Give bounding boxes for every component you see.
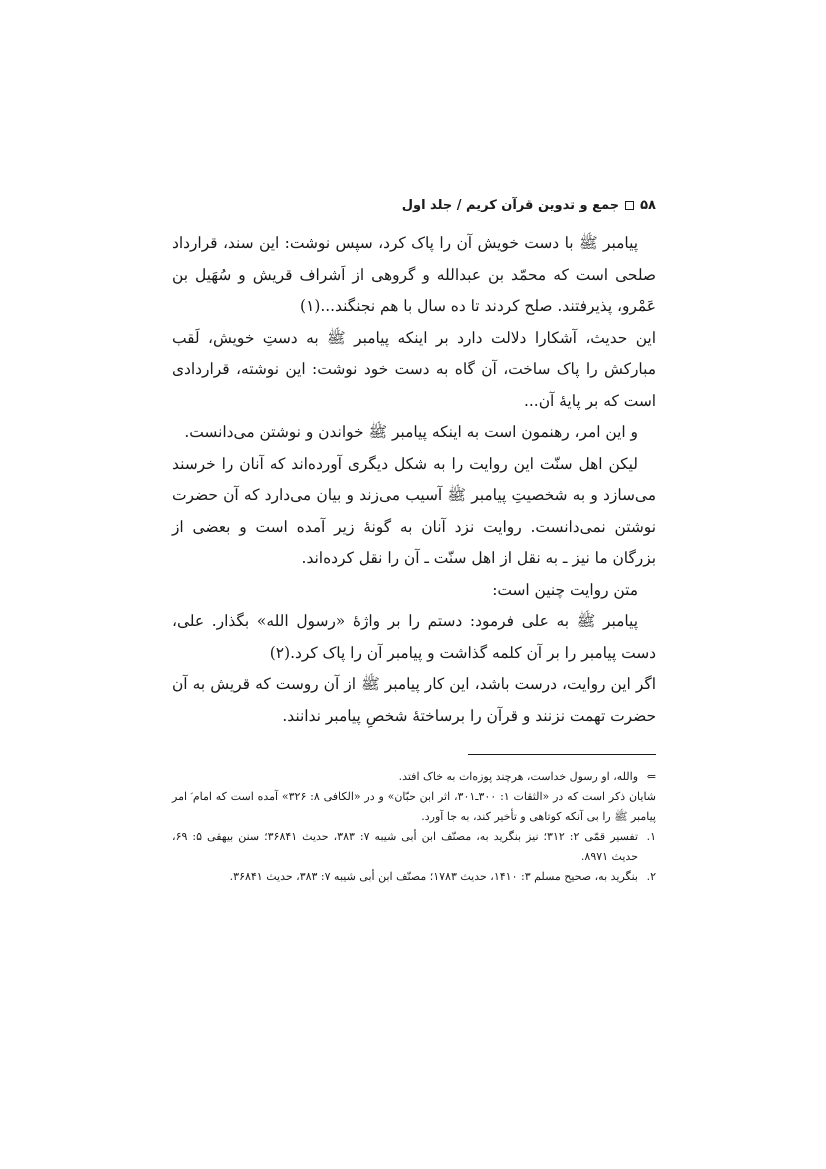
- continuation-arrow-icon: ⇐: [646, 770, 656, 783]
- footnotes: [172, 767, 656, 887]
- paragraph-5: متن روایت چنین است:: [492, 580, 638, 599]
- paragraph-3: و این امر، رهنمون است به اینکه پیامبر ﷺ خواندن و نوشتن می‌دانست.: [184, 423, 638, 441]
- footnote-number: ۲.: [646, 870, 656, 883]
- footnote-item: [172, 867, 656, 887]
- paragraph-2: این حدیث، آشکارا دلالت دارد بر اینکه پیامبر ﷺ به دستِ خویش، لَقب مبارکش را پاک ساخت، آن گاه به دست خود نوشت: این نوشته، قراردادی است که بر پایهٔ آن...: [172, 328, 656, 410]
- footnote-divider: [468, 754, 656, 755]
- paragraph-7: اگر این روایت، درست باشد، این کار پیامبر ﷺ از آن روست که قریش به آن حضرت تهمت نزنند و قرآن را برساختهٔ شخصِ پیامبر ندانند.: [172, 675, 656, 725]
- footnote-continuation: [172, 767, 656, 787]
- square-marker-icon: [625, 201, 634, 210]
- footnote-text: تفسیر قمّی ۲: ۳۱۲؛ نیز بنگرید به، مصنّف ابن أبی شیبه ۷: ۳۸۳، حدیث ۳۶۸۴۱؛ سنن بیهقی ۵: ۶۹، حدیث ۸۹۷۱.: [172, 830, 639, 863]
- footnote-item: [172, 827, 656, 867]
- paragraph-6: پیامبر ﷺ به علی فرمود: دستم را بر واژهٔ «رسول الله» بگذار. علی، دست پیامبر را بر آن کلمه گذاشت و پیامبر آن را پاک کرد.(۲): [172, 612, 656, 662]
- paragraph-1: پیامبر ﷺ با دست خویش آن را پاک کرد، سپس نوشت: این سند، قرارداد صلحی است که محمّد بن عبدالله و گروهی از اَشراف قریش و سُهَیل بن عَمْرو، پذیرفتند. صلح کردند تا ده سال با هم نجنگند...(۱): [172, 234, 656, 315]
- page-number: ۵۸: [640, 197, 656, 213]
- running-header: [172, 188, 656, 222]
- paragraph-4: لیکن اهل سنّت این روایت را به شکل دیگری آورده‌اند که آنان را خرسند می‌سازد و به شخصیتِ پیامبر ﷺ آسیب می‌زند و بیان می‌دارد که آن حضرت نوشتن نمی‌دانست. روایت نزد آنان به گونهٔ زیر آمده است و بعضی از بزرگان ما نیز ـ به نقل از اهل سنّت ـ آن را نقل کرده‌اند.: [172, 454, 656, 567]
- footnote-note: شایان ذکر است که در «الثقات ۱: ۳۰۰ـ۳۰۱، اثر ابن حبّان» و در «الکافی ۸: ۳۲۶» آمده است که امام ؑ امر پیامبر ﷺ را بی آنکه کوتاهی و تأخیر کند، به جا آورد.: [172, 790, 657, 823]
- main-text: [172, 228, 656, 732]
- footnote-number: ۱.: [646, 830, 656, 843]
- running-title: جمع و تدوین قرآن کریم / جلد اول: [401, 197, 620, 213]
- book-page: [172, 188, 656, 887]
- footnote-continuation-text: والله، او رسول خداست، هرچند پوزه‌ات به خاک افتد.: [398, 770, 638, 783]
- footnote-text: بنگرید به، صحیح مسلم ۳: ۱۴۱۰، حدیث ۱۷۸۳؛ مصنّف ابن أبی شیبه ۷: ۳۸۳، حدیث ۳۶۸۴۱.: [229, 870, 638, 883]
